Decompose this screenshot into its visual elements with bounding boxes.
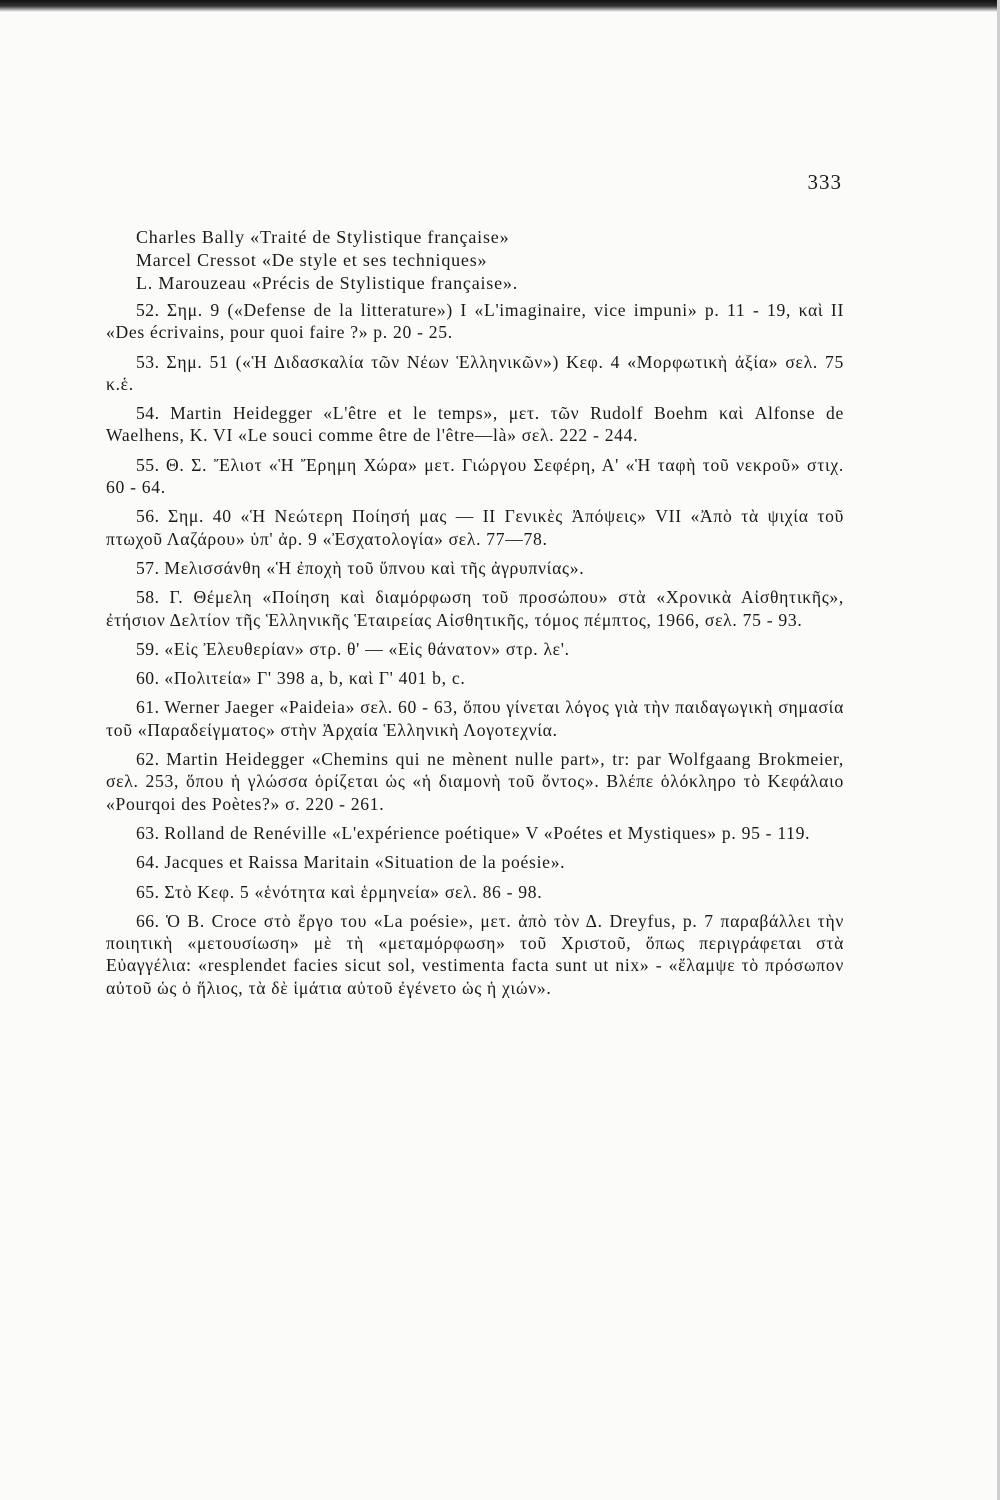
footnote-number: 64 . [136, 852, 164, 872]
footnote-number: 65 . [136, 882, 164, 902]
footnote-text: Μελισσάνθη «Ἡ ἐποχὴ τοῦ ὕπνου καὶ τῆς ἀγρυπνίας». [164, 557, 585, 578]
footnote-number: 53 . [136, 352, 166, 372]
footnote-text: Στὸ Κεφ. 5 «ἑνότητα καὶ ἑρμηνεία» σελ. 86 - 98. [164, 881, 543, 902]
reference-line: Marcel Cressot «De style et ses techniques» [136, 250, 488, 270]
footnote-text: «Πολιτεία» Γ' 398 a, b, καὶ Γ' 401 b, c. [164, 668, 466, 689]
footnote-text: «Εἰς Ἐλευθερίαν» στρ. θ' — «Εἰς θάνατον» στρ. λε'. [164, 638, 570, 659]
reference-list [106, 226, 844, 295]
footnote-text: Σημ. 51 («Ἡ Διδασκαλία τῶν Νέων Ἑλληνικῶν») Κεφ. 4 «Μορφωτικὴ ἀξία» σελ. 75 κ.ἑ. [106, 351, 845, 394]
footnote-number: 52 . [136, 300, 167, 320]
footnote-62 [106, 748, 844, 815]
footnote-text: Werner Jaeger «Paideia» σελ. 60 - 63, ὅπου γίνεται λόγος γιὰ τὴν παιδαγωγικὴ σημασία τοῦ «Παραδείγματος» στὴν Ἀρχαία Ἑλληνικὴ Λογοτεχνία. [106, 697, 844, 740]
page-number: 333 [807, 170, 842, 194]
footnote-57 [106, 557, 844, 579]
footnote-text: Γ. Θέμελη «Ποίηση καὶ διαμόρφωση τοῦ προσώπου» στὰ «Χρονικὰ Αἰσθητικῆς», ἐτήσιον Δελτίον τῆς Ἑλληνικῆς Ἑταιρείας Αἰσθητικῆς, τόμος πέμπτος, 1966, σελ. 75 - 93. [106, 587, 844, 630]
footnote-55 [106, 454, 844, 499]
footnote-59 [106, 638, 844, 660]
footnote-64 [106, 851, 844, 873]
footnote-52 [106, 299, 844, 344]
footnote-63 [106, 822, 844, 844]
footnote-text: Θ. Σ. Ἔλιοτ «Ἡ Ἔρημη Χώρα» μετ. Γιώργου Σεφέρη, Α' «Ἡ ταφὴ τοῦ νεκροῦ» στιχ. 60 - 64. [106, 454, 845, 498]
footnote-text: Ὁ B. Croce στὸ ἔργο του «La poésie», μετ. ἀπὸ τὸν Δ. Dreyfus, p. 7 παραβάλλει τὴν ποιητικὴ «μετουσίωση» μὲ τὴ «μεταμόρφωση» τοῦ Χριστοῦ, ὅπως περιγράφεται στὰ Εὐαγγέλια: «resplendet facies sicut sol, vestimenta facta sunt ut nix» - «ἔλαμψε τὸ πρόσωπον αὐτοῦ ὡς ὁ ἥλιος, τὰ δὲ ἱμάτια αὐτοῦ ἐγένετο ὡς ἡ χιών». [106, 910, 844, 998]
footnote-53 [106, 351, 844, 396]
footnote-56 [106, 505, 844, 550]
reference-line: L. Marouzeau «Précis de Stylistique française». [136, 273, 518, 293]
footnote-number: 66 . [136, 911, 166, 931]
footnote-text: Martin Heidegger «Chemins qui ne mènent nulle part», tr: par Wolfgaang Brokmeier, σελ. 253, ὅπου ἡ γλώσσα ὁρίζεται ὡς «ἡ διαμονὴ τοῦ ὄντος». Βλέπε ὁλόκληρο τὸ Κεφάλαιο «Pourqoi des Poètes?» σ. 220 - 261. [106, 749, 845, 814]
footnote-text: Jacques et Raissa Maritain «Situation de la poésie». [164, 852, 566, 873]
footnotes-body [106, 226, 844, 1006]
footnote-65 [106, 881, 844, 903]
footnote-number: 59 . [136, 639, 164, 659]
footnote-text: Rolland de Renéville «L'expérience poétique» V «Poétes et Mystiques» p. 95 - 119. [164, 822, 811, 843]
footnote-number: 61 . [136, 697, 164, 717]
footnote-text: Martin Heidegger «L'être et le temps», μετ. τῶν Rudolf Boehm καὶ Alfonse de Waelhens, K. VI «Le souci comme être de l'être—là» σελ. 222 - 244. [106, 403, 844, 446]
footnote-number: 57 . [136, 558, 164, 578]
footnote-number: 60 . [136, 668, 164, 688]
footnote-60 [106, 667, 844, 689]
footnote-number: 56 . [136, 506, 168, 526]
footnote-number: 58 . [136, 587, 169, 607]
page-top-shadow [0, 0, 1000, 12]
footnote-number: 63 . [136, 823, 164, 843]
footnote-text: Σημ. 40 «Ἡ Νεώτερη Ποίησή μας — II Γενικὲς Ἀπόψεις» VII «Ἀπὸ τὰ ψιχία τοῦ πτωχοῦ Λαζάρου» ὑπ' ἀρ. 9 «Ἐσχατολογία» σελ. 77—78. [106, 506, 845, 549]
footnote-number: 62 . [136, 749, 166, 769]
footnote-66 [106, 910, 844, 999]
footnote-number: 55 . [136, 455, 166, 475]
footnote-text: Σημ. 9 («Defense de la litterature») I «L'imaginaire, vice impuni» p. 11 - 19, καὶ II «Des écrivains, pour quoi faire ?» p. 20 - 25. [106, 300, 844, 343]
footnote-58 [106, 586, 844, 631]
footnote-61 [106, 696, 844, 741]
footnote-54 [106, 402, 844, 447]
footnote-number: 54 . [136, 403, 170, 423]
reference-line: Charles Bally «Traité de Stylistique française» [136, 227, 510, 247]
